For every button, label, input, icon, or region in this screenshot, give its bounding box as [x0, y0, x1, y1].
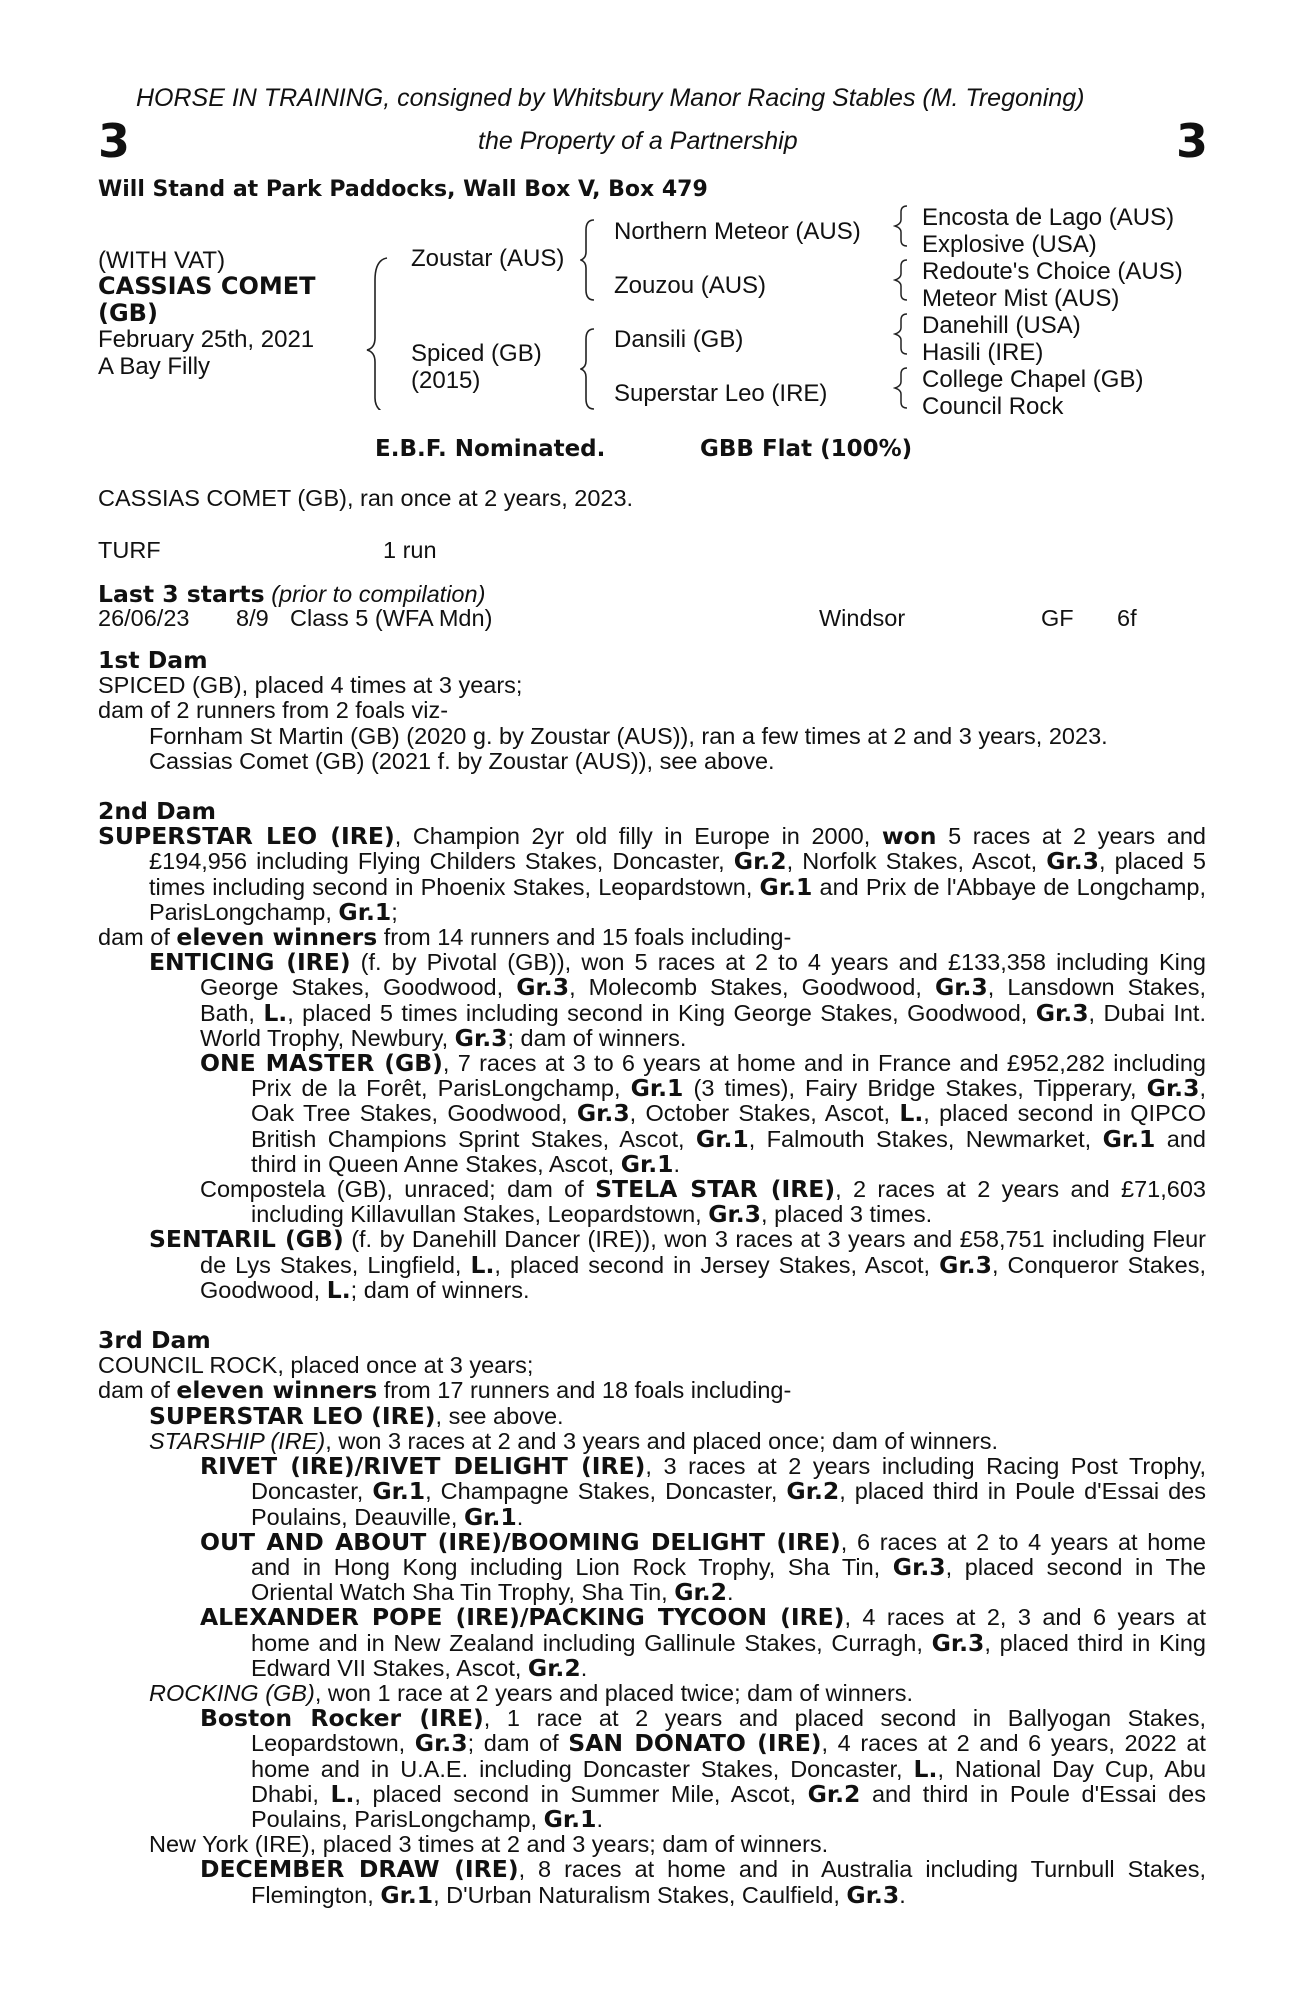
turf-label: TURF [98, 537, 161, 563]
third-dam-heading: 3rd Dam [98, 1326, 211, 1355]
boston-rocker-record: Boston Rocker (IRE), 1 race at 2 years and placed second in Ballyogan Stakes, Leopardstown, Gr.3; dam of SAN DONATO (IRE), 4 races at 2 and 6 years, 2022 at home and in U.A.E. including Doncaster Stakes, Doncaster, L., National Day Cup, Abu Dhabi, L., placed second in Summer Mile, Ascot, Gr.2 and third in Poule d'Essai des Poulains, ParisLongchamp, Gr.1. [200, 1704, 1207, 1833]
foaling-date: February 25th, 2021 [98, 326, 315, 353]
first-dam-produce-intro: dam of 2 runners from 2 foals viz- [98, 697, 449, 724]
pedigree-sire-brace [580, 216, 610, 306]
stall-location: Will Stand at Park Paddocks, Wall Box V, Box 479 [98, 177, 708, 202]
lot-number-left: 3 [98, 114, 131, 168]
dams-section [98, 648, 1206, 1908]
horse-origin: (GB) [98, 299, 158, 327]
start-row-going: GF [1041, 605, 1074, 631]
turf-runs: 1 run [383, 537, 437, 563]
pedigree-gg-3: Redoute's Choice (AUS) [922, 258, 1183, 285]
pedigree-gg-1: Encosta de Lago (AUS) [922, 204, 1175, 231]
pedigree-dam-sire: Dansili (GB) [614, 326, 744, 353]
pedigree-sire: Zoustar (AUS) [411, 245, 565, 272]
third-dam-produce-intro: dam of eleven winners from 17 runners and 18 foals including- [98, 1376, 792, 1405]
rocking-record: ROCKING (GB), won 1 race at 2 years and placed twice; dam of winners. [149, 1679, 914, 1706]
race-summary: CASSIAS COMET (GB), ran once at 2 years, 2023. [98, 485, 634, 511]
second-dam-record: SUPERSTAR LEO (IRE), Champion 2yr old filly in Europe in 2000, won 5 races at 2 years and £194,956 including Flying Childers Stakes, Doncaster, Gr.2, Norfolk Stakes, Ascot, Gr.3, placed 5 times including second in Phoenix Stakes, Leopardstown, Gr.1 and Prix de l'Abbaye de Longchamp, ParisLongchamp, Gr.1; [98, 822, 1206, 926]
first-dam-line: SPICED (GB), placed 4 times at 3 years; [98, 672, 523, 699]
pedigree-gg-5: Danehill (USA) [922, 312, 1081, 339]
lot-number-right: 3 [1176, 114, 1209, 168]
start-row-date: 26/06/23 [98, 605, 190, 631]
sale-header-subtitle: the Property of a Partnership [478, 127, 798, 155]
ebf-badge: E.B.F. Nominated. [375, 436, 606, 462]
second-dam-produce-intro: dam of eleven winners from 14 runners and 15 foals including- [98, 923, 792, 952]
second-dam-heading: 2nd Dam [98, 797, 216, 826]
last-starts-title: Last 3 starts [98, 580, 265, 608]
last-starts-note: (prior to compilation) [271, 581, 486, 607]
pedigree-dam: Spiced (GB) [411, 340, 542, 367]
pedigree-gg-4: Meteor Mist (AUS) [922, 285, 1120, 312]
pedigree-gg-6: Hasili (IRE) [922, 339, 1044, 366]
pedigree-dam-brace [580, 325, 610, 415]
start-row-position: 8/9 [236, 605, 269, 631]
gbb-badge: GBB Flat (100%) [700, 436, 913, 462]
december-draw-record: DECEMBER DRAW (IRE), 8 races at home and in Australia including Turnbull Stakes, Flemington, Gr.1, D'Urban Naturalism Stakes, Caulfield, Gr.3. [200, 1855, 1206, 1909]
new-york-record: New York (IRE), placed 3 times at 2 and 3 years; dam of winners. [149, 1831, 829, 1858]
pedigree-dam-dam: Superstar Leo (IRE) [614, 380, 828, 407]
sentaril-record: SENTARIL (GB) (f. by Danehill Dancer (IRE)), won 3 races at 3 years and £58,751 including Fleur de Lys Stakes, Lingfield, L., placed second in Jersey Stakes, Ascot, Gr.3, Conqueror Stakes, Goodwood, L.; dam of winners. [149, 1225, 1206, 1304]
pedigree-sire-sire: Northern Meteor (AUS) [614, 218, 861, 245]
out-and-about-record: OUT AND ABOUT (IRE)/BOOMING DELIGHT (IRE), 6 races at 2 to 4 years at home and in Hong Kong including Lion Rock Trophy, Sha Tin, Gr.3, placed second in The Oriental Watch Sha Tin Trophy, Sha Tin, Gr.2. [200, 1527, 1207, 1607]
sale-header-title: HORSE IN TRAINING, consigned by Whitsbury Manor Racing Stables (M. Tregoning) [136, 84, 1085, 112]
third-dam-line: COUNCIL ROCK, placed once at 3 years; [98, 1352, 534, 1379]
alexander-pope-record: ALEXANDER POPE (IRE)/PACKING TYCOON (IRE), 4 races at 2, 3 and 6 years at home and in New Zealand including Gallinule Stakes, Curragh, Gr.3, placed third in King Edward VII Stakes, Ascot, Gr.2. [200, 1603, 1207, 1682]
pedigree-gg-8: Council Rock [922, 393, 1064, 420]
pedigree-gg-7: College Chapel (GB) [922, 366, 1144, 393]
vat-note: (WITH VAT) [98, 247, 226, 274]
superstar-leo-ref: SUPERSTAR LEO (IRE), see above. [149, 1401, 564, 1430]
rivet-record: RIVET (IRE)/RIVET DELIGHT (IRE), 3 races at 2 years including Racing Post Trophy, Doncaster, Gr.1, Champagne Stakes, Doncaster, Gr.2, placed third in Poule d'Essai des Poulains, Deauville, Gr.1. [200, 1452, 1207, 1531]
compostela-record: Compostela (GB), unraced; dam of STELA STAR (IRE), 2 races at 2 years and £71,603 including Killavullan Stakes, Leopardstown, Gr.3, placed 3 times. [200, 1175, 1206, 1229]
pedigree-dam-year: (2015) [411, 367, 481, 394]
pedigree-gg-braces [893, 204, 917, 424]
pedigree-sire-dam: Zouzou (AUS) [614, 272, 767, 299]
horse-description: A Bay Filly [98, 353, 211, 380]
start-row-course: Windsor [819, 605, 906, 631]
start-row-distance: 6f [1117, 605, 1137, 631]
pedigree-gg-2: Explosive (USA) [922, 231, 1097, 258]
one-master-record: ONE MASTER (GB), 7 races at 3 to 6 years at home and in France and £952,282 including Prix de la Forêt, ParisLongchamp, Gr.1 (3 times), Fairy Bridge Stakes, Tipperary, Gr.3, Oak Tree Stakes, Goodwood, Gr.3, October Stakes, Ascot, L., placed second in QIPCO British Champions Sprint Stakes, Ascot, Gr.1, Falmouth Stakes, Newmarket, Gr.1 and third in Queen Anne Stakes, Ascot, Gr.1. [200, 1049, 1206, 1178]
first-dam-produce-1: Fornham St Martin (GB) (2020 g. by Zoustar (AUS)), ran a few times at 2 and 3 years, 2023. [149, 722, 1108, 749]
enticing-record: ENTICING (IRE) (f. by Pivotal (GB)), won 5 races at 2 to 4 years and £133,358 including King George Stakes, Goodwood, Gr.3, Molecomb Stakes, Goodwood, Gr.3, Lansdown Stakes, Bath, L., placed 5 times including second in King George Stakes, Goodwood, Gr.3, Dubai Int. World Trophy, Newbury, Gr.3; dam of winners. [149, 948, 1206, 1052]
first-dam-produce-2: Cassias Comet (GB) (2021 f. by Zoustar (AUS)), see above. [149, 747, 775, 774]
last-starts-heading [98, 580, 485, 608]
start-row-race: Class 5 (WFA Mdn) [290, 605, 493, 631]
horse-name: CASSIAS COMET [98, 272, 316, 300]
first-dam-heading: 1st Dam [98, 646, 208, 674]
starship-record: STARSHIP (IRE), won 3 races at 2 and 3 years and placed once; dam of winners. [149, 1427, 999, 1454]
